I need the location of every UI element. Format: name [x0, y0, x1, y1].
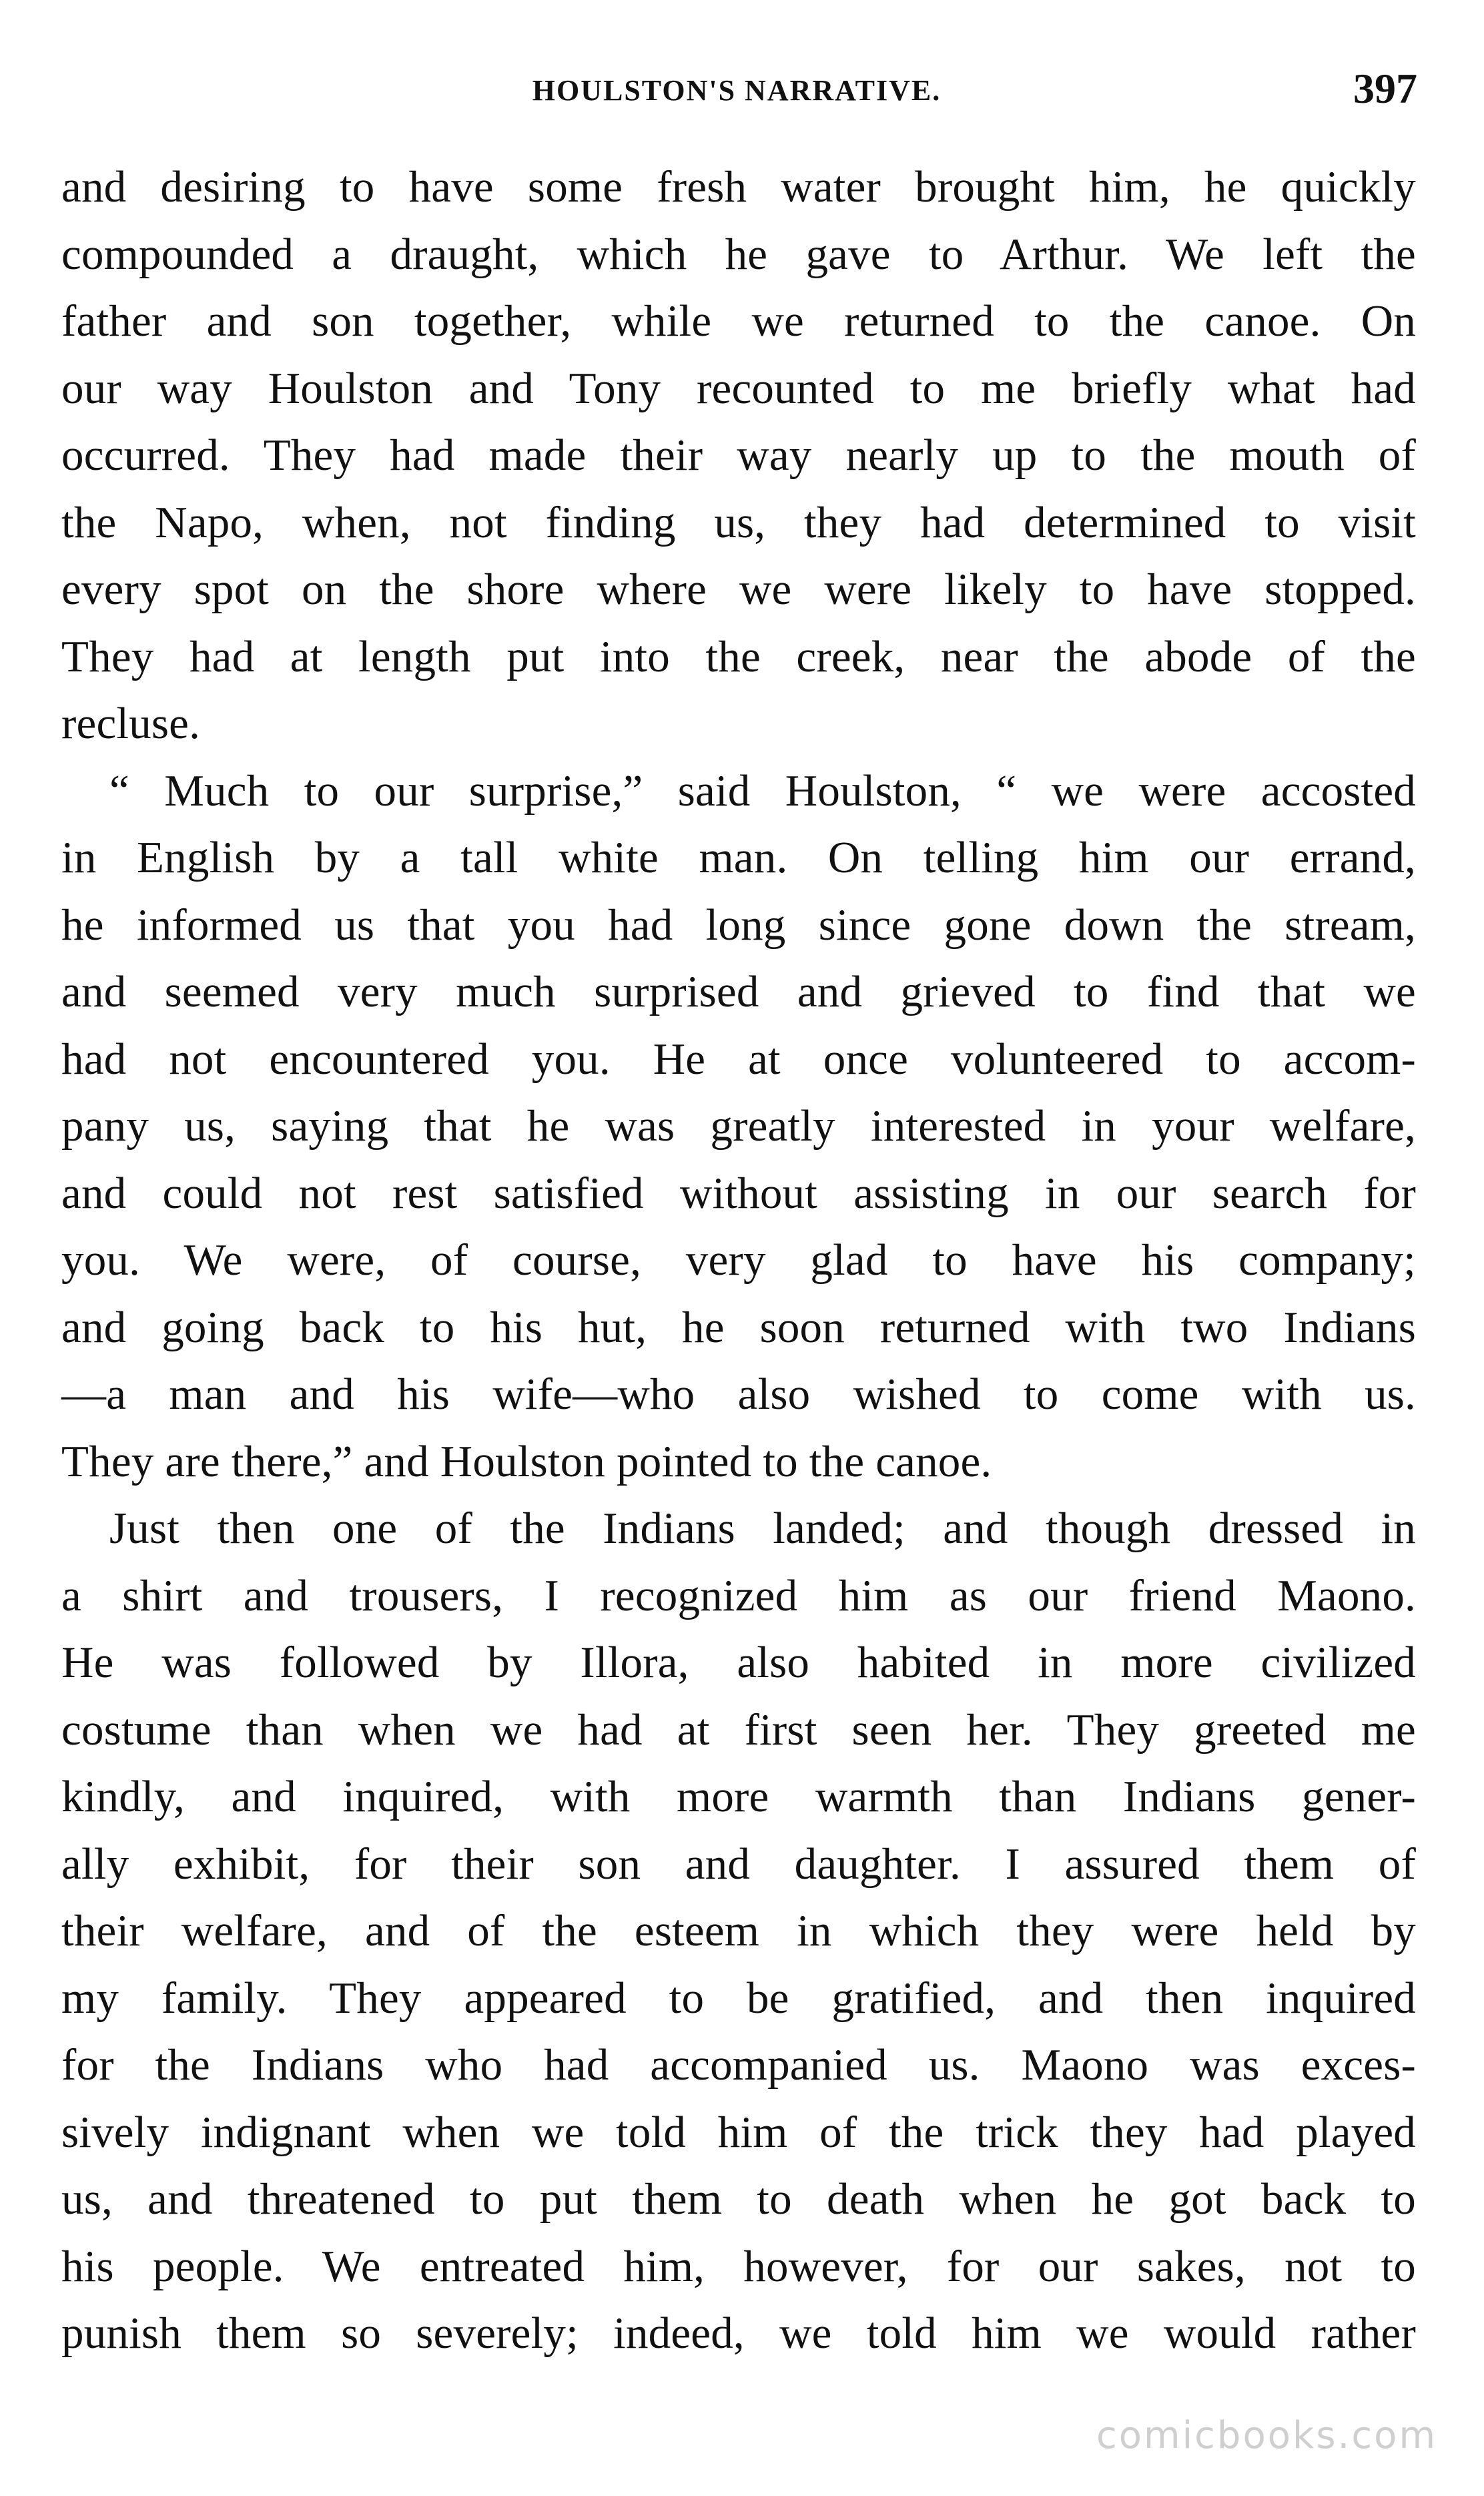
text-line: and desiring to have some fresh water brought him, he quickly	[61, 162, 1416, 212]
text-line: his people. We entreated him, however, for our sakes, not to	[61, 2241, 1416, 2291]
text-line: us, and threatened to put them to death when he got back to	[61, 2174, 1416, 2224]
text-line: had not encountered you. He at once volunteered to accom-	[61, 1034, 1416, 1084]
text-line: pany us, saying that he was greatly interested in your welfare,	[61, 1101, 1416, 1151]
text-line: compounded a draught, which he gave to Arthur. We left the	[61, 229, 1416, 279]
text-line: and could not rest satisfied without assisting in our search for	[61, 1168, 1416, 1218]
text-line: He was followed by Illora, also habited in more civilized	[61, 1638, 1416, 1687]
text-line: punish them so severely; indeed, we told him we would rather	[61, 2308, 1416, 2358]
text-line: every spot on the shore where we were likely to have stopped.	[61, 565, 1416, 614]
text-line: —a man and his wife—who also wished to come with us.	[61, 1369, 1416, 1419]
text-line: for the Indians who had accompanied us. Maono was exces-	[61, 2040, 1416, 2090]
text-line: and seemed very much surprised and grieved to find that we	[61, 967, 1416, 1016]
text-line: kindly, and inquired, with more warmth than Indians gener-	[61, 1772, 1416, 1821]
text-line: the Napo, when, not finding us, they had determined to visit	[61, 497, 1416, 547]
text-line: occurred. They had made their way nearly up to the mouth of	[61, 430, 1416, 480]
text-line: and going back to his hut, he soon returned with two Indians	[61, 1302, 1416, 1352]
text-line: our way Houlston and Tony recounted to me briefly what had	[61, 363, 1416, 413]
body-text	[61, 153, 1416, 2367]
text-line: They had at length put into the creek, near the abode of the	[61, 631, 1416, 681]
text-line: costume than when we had at first seen her. They greeted me	[61, 1704, 1416, 1755]
text-line: sively indignant when we told him of the trick they had played	[61, 2107, 1416, 2157]
text-line: recluse.	[61, 699, 201, 748]
text-line: Just then one of the Indians landed; and though dressed in	[109, 1504, 1416, 1553]
text-line: They are there,” and Houlston pointed to the canoe.	[61, 1436, 992, 1486]
text-line: their welfare, and of the esteem in which they were held by	[61, 1906, 1416, 1955]
watermark: comicbooks.com	[1096, 2414, 1437, 2457]
page-number: 397	[1353, 65, 1417, 112]
text-line: a shirt and trousers, I recognized him as our friend Maono.	[61, 1570, 1416, 1620]
text-line: my family. They appeared to be gratified, and then inquired	[61, 1973, 1416, 2023]
running-title: HOULSTON'S NARRATIVE.	[532, 74, 942, 107]
running-head	[56, 61, 1417, 121]
text-line: you. We were, of course, very glad to have his company;	[61, 1235, 1416, 1285]
text-line: father and son together, while we returned to the canoe. On	[61, 296, 1416, 346]
text-line: “ Much to our surprise,” said Houlston, “ we were accosted	[109, 765, 1416, 816]
text-line: ally exhibit, for their son and daughter. I assured them of	[61, 1839, 1416, 1889]
text-line: in English by a tall white man. On telling him our errand,	[61, 833, 1416, 882]
text-line: he informed us that you had long since gone down the stream,	[61, 900, 1416, 950]
